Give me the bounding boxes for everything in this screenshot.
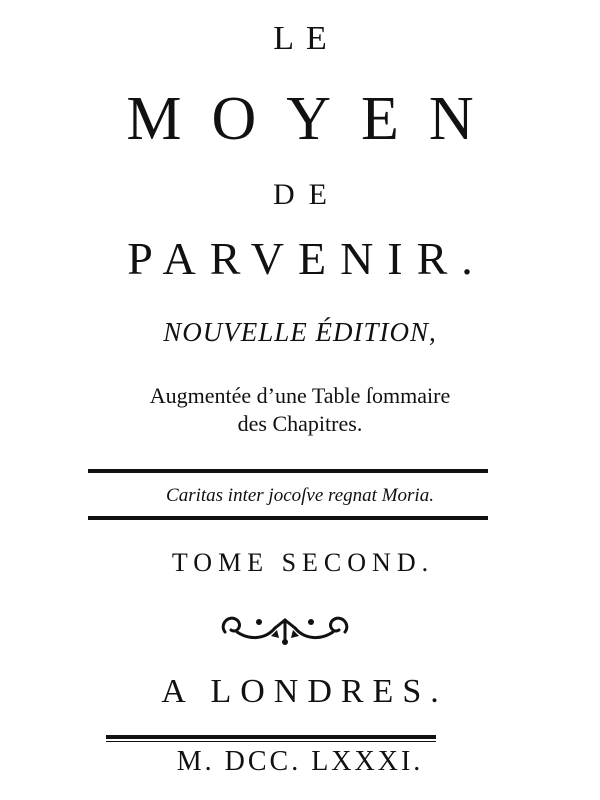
title-line-parvenir: PARVENIR. <box>127 233 487 284</box>
augmentation-line-2: des Chapitres. <box>237 411 363 436</box>
motto-bottom-rule <box>88 516 488 520</box>
place-of-publication: A LONDRES. <box>161 673 448 710</box>
fleuron-ornament-icon <box>215 606 355 648</box>
title-line-le: LE <box>273 20 339 57</box>
imprint-rule <box>106 735 436 739</box>
title-line-moyen: MOYEN <box>126 85 504 153</box>
publication-date: M. DCC. LXXXI. <box>176 746 424 777</box>
imprint-rule-thin <box>106 741 436 742</box>
edition-statement: NOUVELLE ÉDITION, <box>163 317 437 347</box>
augmentation-line-1: Augmentée d’une Table ſommaire <box>149 383 451 408</box>
motto-top-rule <box>88 469 488 473</box>
volume-statement: TOME SECOND. <box>171 548 435 577</box>
title-line-de: DE <box>273 178 341 211</box>
motto: Caritas inter jocoſve regnat Moria. <box>166 485 434 506</box>
